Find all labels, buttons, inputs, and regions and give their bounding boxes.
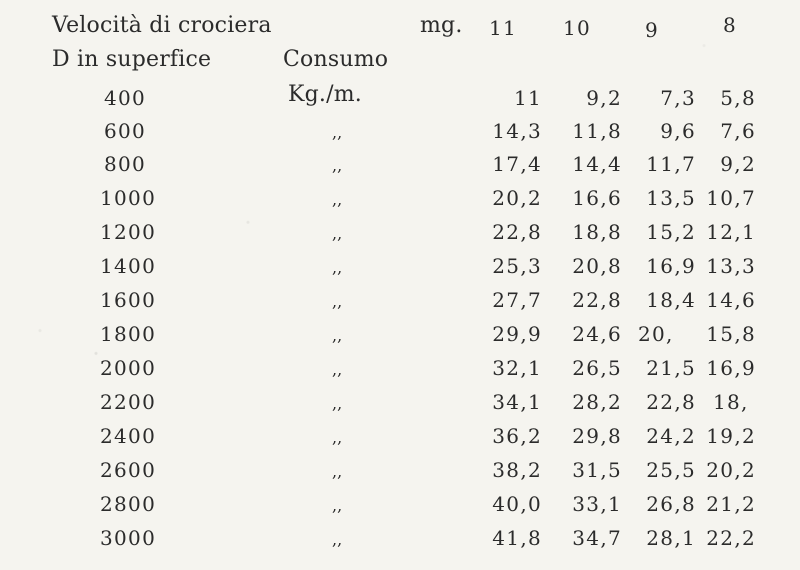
table-row <box>0 288 800 322</box>
ditto-mark: ,, <box>332 292 343 311</box>
consumption-value-cell: 9,2 <box>586 86 622 110</box>
consumption-value-cell: 28,1 <box>646 526 696 550</box>
consumption-value-cell: 20,8 <box>572 254 622 278</box>
consumption-value-cell: 36,2 <box>492 424 542 448</box>
table-row <box>0 458 800 492</box>
ditto-mark: ,, <box>332 156 343 175</box>
ditto-mark: ,, <box>332 394 343 413</box>
distance-cell: 2800 <box>100 492 157 516</box>
consumption-value-cell: 11,7 <box>646 152 696 176</box>
consumption-value-cell: 33,1 <box>572 492 622 516</box>
consumption-value-cell: 7,6 <box>720 119 756 143</box>
speed-header-label: Velocità di crociera <box>52 13 272 38</box>
consumption-value-cell: 24,2 <box>646 424 696 448</box>
consumption-value-cell: 20,2 <box>492 186 542 210</box>
table-row <box>0 526 800 560</box>
consumption-value-cell: 25,3 <box>492 254 542 278</box>
ditto-mark: ,, <box>332 428 343 447</box>
consumption-value-cell: 16,6 <box>572 186 622 210</box>
consumption-value-cell: 13,3 <box>706 254 756 278</box>
consumption-value-cell: 14,3 <box>492 119 542 143</box>
speed-unit-label: mg. <box>420 13 463 38</box>
consumption-value-cell: 15,8 <box>706 322 756 346</box>
speed-column-header: 10 <box>563 16 592 40</box>
consumption-value-cell: 11 <box>513 86 542 110</box>
consumption-value-cell: 22,8 <box>646 390 696 414</box>
table-row <box>0 254 800 288</box>
consumption-value-cell: 28,2 <box>572 390 622 414</box>
table-row <box>0 356 800 390</box>
consumption-value-cell: 18,8 <box>572 220 622 244</box>
distance-cell: 800 <box>103 152 147 176</box>
consumption-header-label: Consumo <box>283 47 389 72</box>
consumption-value-cell: 29,9 <box>492 322 542 346</box>
consumption-value-cell: 12,1 <box>706 220 756 244</box>
consumption-value-cell: 16,9 <box>646 254 696 278</box>
table-row <box>0 186 800 220</box>
consumption-value-cell: 20,2 <box>706 458 756 482</box>
table-row <box>0 390 800 424</box>
ditto-mark: ,, <box>332 258 343 277</box>
consumption-value-cell: 18, <box>713 390 749 414</box>
consumption-value-cell: 13,5 <box>646 186 696 210</box>
distance-cell: 2200 <box>100 390 157 414</box>
consumption-unit-label: Kg./m. <box>288 82 362 107</box>
distance-cell: 1200 <box>100 220 157 244</box>
consumption-value-cell: 22,2 <box>706 526 756 550</box>
consumption-value-cell: 21,2 <box>706 492 756 516</box>
ditto-mark: ,, <box>332 123 343 142</box>
consumption-value-cell: 21,5 <box>646 356 696 380</box>
table-row <box>0 492 800 526</box>
distance-cell: 400 <box>103 86 147 110</box>
table-row <box>0 152 800 186</box>
table-row <box>0 322 800 356</box>
consumption-value-cell: 27,7 <box>492 288 542 312</box>
speed-column-header: 9 <box>645 18 660 42</box>
ditto-mark: ,, <box>332 462 343 481</box>
consumption-value-cell: 9,2 <box>720 152 756 176</box>
consumption-value-cell: 11,8 <box>572 119 622 143</box>
consumption-value-cell: 15,2 <box>646 220 696 244</box>
consumption-value-cell: 14,6 <box>706 288 756 312</box>
consumption-value-cell: 19,2 <box>706 424 756 448</box>
distance-cell: 2600 <box>100 458 157 482</box>
ditto-mark: ,, <box>332 360 343 379</box>
speed-column-header: 8 <box>723 13 738 37</box>
table-row <box>0 119 800 153</box>
distance-header-label: D in superfice <box>52 47 212 72</box>
consumption-value-cell: 26,5 <box>572 356 622 380</box>
distance-cell: 1400 <box>100 254 157 278</box>
consumption-value-cell: 24,6 <box>572 322 622 346</box>
consumption-value-cell: 41,8 <box>492 526 542 550</box>
consumption-value-cell: 26,8 <box>646 492 696 516</box>
consumption-value-cell: 29,8 <box>572 424 622 448</box>
consumption-value-cell: 5,8 <box>720 86 756 110</box>
distance-cell: 2000 <box>100 356 157 380</box>
distance-cell: 1000 <box>100 186 157 210</box>
distance-cell: 600 <box>103 119 147 143</box>
ditto-mark: ,, <box>332 496 343 515</box>
distance-cell: 1600 <box>100 288 157 312</box>
consumption-value-cell: 10,7 <box>706 186 756 210</box>
consumption-value-cell: 40,0 <box>492 492 542 516</box>
consumption-value-cell: 20, <box>638 322 674 346</box>
ditto-mark: ,, <box>332 224 343 243</box>
consumption-value-cell: 22,8 <box>492 220 542 244</box>
consumption-value-cell: 17,4 <box>492 152 542 176</box>
consumption-value-cell: 9,6 <box>660 119 696 143</box>
distance-cell: 1800 <box>100 322 157 346</box>
ditto-mark: ,, <box>332 530 343 549</box>
table-row <box>0 220 800 254</box>
consumption-value-cell: 18,4 <box>646 288 696 312</box>
speed-column-header: 11 <box>489 16 518 40</box>
consumption-value-cell: 22,8 <box>572 288 622 312</box>
table-row <box>0 424 800 458</box>
consumption-value-cell: 7,3 <box>660 86 696 110</box>
table-row <box>0 82 800 120</box>
distance-cell: 3000 <box>100 526 157 550</box>
consumption-value-cell: 14,4 <box>572 152 622 176</box>
consumption-value-cell: 25,5 <box>646 458 696 482</box>
consumption-value-cell: 38,2 <box>492 458 542 482</box>
consumption-value-cell: 34,1 <box>492 390 542 414</box>
consumption-value-cell: 16,9 <box>706 356 756 380</box>
ditto-mark: ,, <box>332 190 343 209</box>
consumption-value-cell: 34,7 <box>572 526 622 550</box>
consumption-value-cell: 32,1 <box>492 356 542 380</box>
ditto-mark: ,, <box>332 326 343 345</box>
distance-cell: 2400 <box>100 424 157 448</box>
consumption-value-cell: 31,5 <box>572 458 622 482</box>
